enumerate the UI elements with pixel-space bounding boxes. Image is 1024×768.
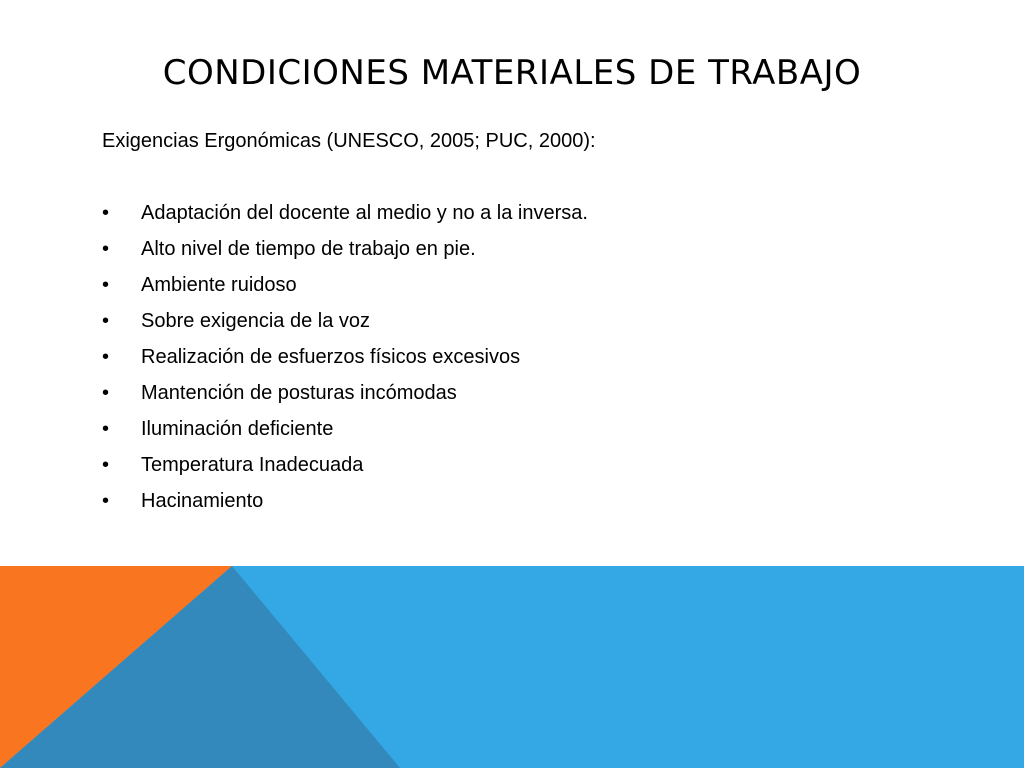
decorative-footer-shapes bbox=[0, 566, 1024, 768]
bullet-icon: • bbox=[102, 202, 110, 224]
list-item-text: Hacinamiento bbox=[141, 490, 264, 512]
bullet-icon: • bbox=[102, 274, 110, 296]
list-item-text: Ambiente ruidoso bbox=[141, 274, 297, 296]
bullet-icon: • bbox=[102, 238, 110, 260]
list-item-text: Iluminación deficiente bbox=[141, 418, 334, 440]
intro-text: Exigencias Ergonómicas (UNESCO, 2005; PUC, 2000): bbox=[102, 130, 596, 152]
list-item-text: Adaptación del docente al medio y no a la inversa. bbox=[141, 202, 588, 224]
list-item-text: Alto nivel de tiempo de trabajo en pie. bbox=[141, 238, 476, 260]
list-item-text: Temperatura Inadecuada bbox=[141, 454, 364, 476]
bullet-icon: • bbox=[102, 346, 110, 368]
list-item-text: Realización de esfuerzos físicos excesivos bbox=[141, 346, 521, 368]
slide-title: CONDICIONES MATERIALES DE TRABAJO bbox=[162, 53, 862, 93]
bullet-icon: • bbox=[102, 418, 110, 440]
bullet-icon: • bbox=[102, 382, 110, 404]
bullet-icon: • bbox=[102, 454, 110, 476]
list-item-text: Mantención de posturas incómodas bbox=[141, 382, 457, 404]
list-item-text: Sobre exigencia de la voz bbox=[141, 310, 371, 332]
bullet-icon: • bbox=[102, 310, 110, 332]
bullet-icon: • bbox=[102, 490, 110, 512]
